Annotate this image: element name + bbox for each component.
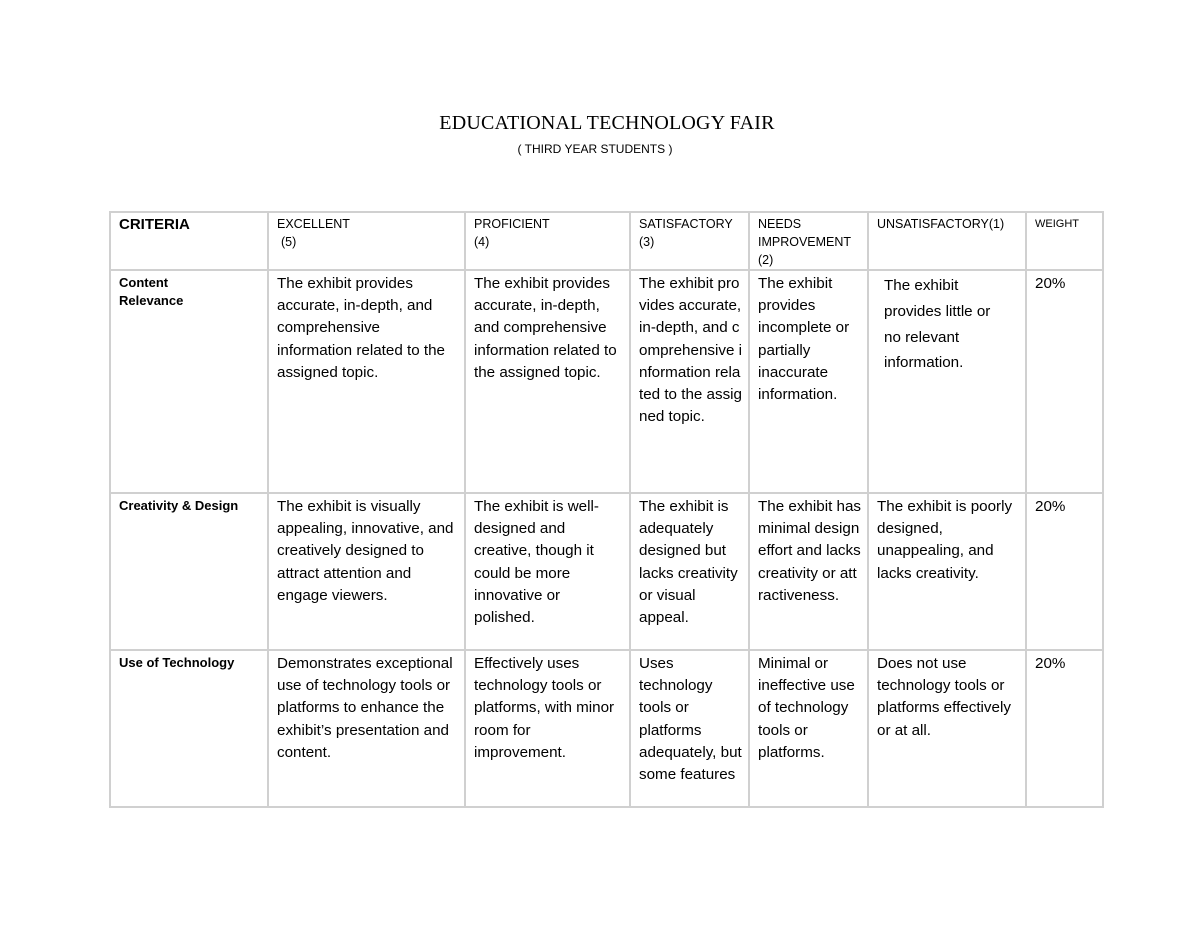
table-row bbox=[110, 650, 1103, 807]
excellent-cell: The exhibit is visually appealing, innovative, and creatively designed to attract attention and engage viewers. bbox=[268, 493, 465, 650]
criteria-header: CRITERIA bbox=[110, 212, 268, 270]
weight-header: WEIGHT bbox=[1026, 212, 1103, 270]
excellent-header bbox=[268, 212, 465, 270]
satisfactory-header bbox=[630, 212, 749, 270]
table-row bbox=[110, 493, 1103, 650]
needs-improvement-cell: The exhibit provides incomplete or partially inaccurate information. bbox=[749, 270, 868, 493]
excellent-header-label: EXCELLENT bbox=[277, 217, 350, 231]
needs-improvement-header-label: NEEDS IMPROVEMENT bbox=[758, 217, 852, 249]
needs-improvement-cell: The exhibit has minimal design effort and lacks creativity or attractiveness. bbox=[749, 493, 868, 650]
excellent-cell: The exhibit provides accurate, in-depth, and comprehensive information related to the assigned topic. bbox=[268, 270, 465, 493]
needs-improvement-header bbox=[749, 212, 868, 270]
table-row bbox=[110, 270, 1103, 493]
document-title: EDUCATIONAL TECHNOLOGY FAIR bbox=[439, 112, 775, 134]
proficient-header-label: PROFICIENT bbox=[474, 217, 550, 231]
unsatisfactory-cell bbox=[868, 270, 1026, 493]
needs-improvement-cell: Minimal or ineffective use of technology tools or platforms. bbox=[749, 650, 868, 807]
satisfactory-cell: Uses technology tools or platforms adequately, but some features bbox=[630, 650, 749, 807]
weight-cell: 20% bbox=[1026, 270, 1103, 493]
proficient-cell: The exhibit is well-designed and creative, though it could be more innovative or polished. bbox=[465, 493, 630, 650]
satisfactory-header-label: SATISFACTORY bbox=[639, 217, 733, 231]
unsatisfactory-cell: Does not use technology tools or platforms effectively or at all. bbox=[868, 650, 1026, 807]
document-subtitle: ( THIRD YEAR STUDENTS ) bbox=[517, 142, 673, 156]
header-row bbox=[110, 212, 1103, 270]
criteria-cell bbox=[110, 270, 268, 493]
excellent-header-score: (5) bbox=[281, 235, 297, 249]
weight-cell: 20% bbox=[1026, 493, 1103, 650]
satisfactory-cell: The exhibit is adequately designed but lacks creativity or visual appeal. bbox=[630, 493, 749, 650]
unsatisfactory-header: UNSATISFACTORY(1) bbox=[868, 212, 1026, 270]
proficient-cell: The exhibit provides accurate, in-depth, and comprehensive information related to the assigned topic. bbox=[465, 270, 630, 493]
proficient-cell: Effectively uses technology tools or platforms, with minor room for improvement. bbox=[465, 650, 630, 807]
proficient-header bbox=[465, 212, 630, 270]
proficient-header-score: (4) bbox=[474, 235, 490, 249]
unsatisfactory-text: The exhibit provides little or no relevant information. bbox=[884, 277, 991, 372]
rubric-table bbox=[109, 211, 1104, 808]
satisfactory-cell: The exhibit provides accurate, in-depth, and comprehensive information related to the assigned topic. bbox=[630, 270, 749, 493]
criteria-cell: Creativity & Design bbox=[110, 493, 268, 650]
excellent-cell: Demonstrates exceptional use of technology tools or platforms to enhance the exhibit’s presentation and content. bbox=[268, 650, 465, 807]
unsatisfactory-cell: The exhibit is poorly designed, unappealing, and lacks creativity. bbox=[868, 493, 1026, 650]
needs-improvement-header-score: (2) bbox=[758, 253, 774, 267]
weight-cell: 20% bbox=[1026, 650, 1103, 807]
criteria-text: Content Relevance bbox=[119, 275, 184, 308]
satisfactory-header-score: (3) bbox=[639, 235, 655, 249]
criteria-cell: Use of Technology bbox=[110, 650, 268, 807]
